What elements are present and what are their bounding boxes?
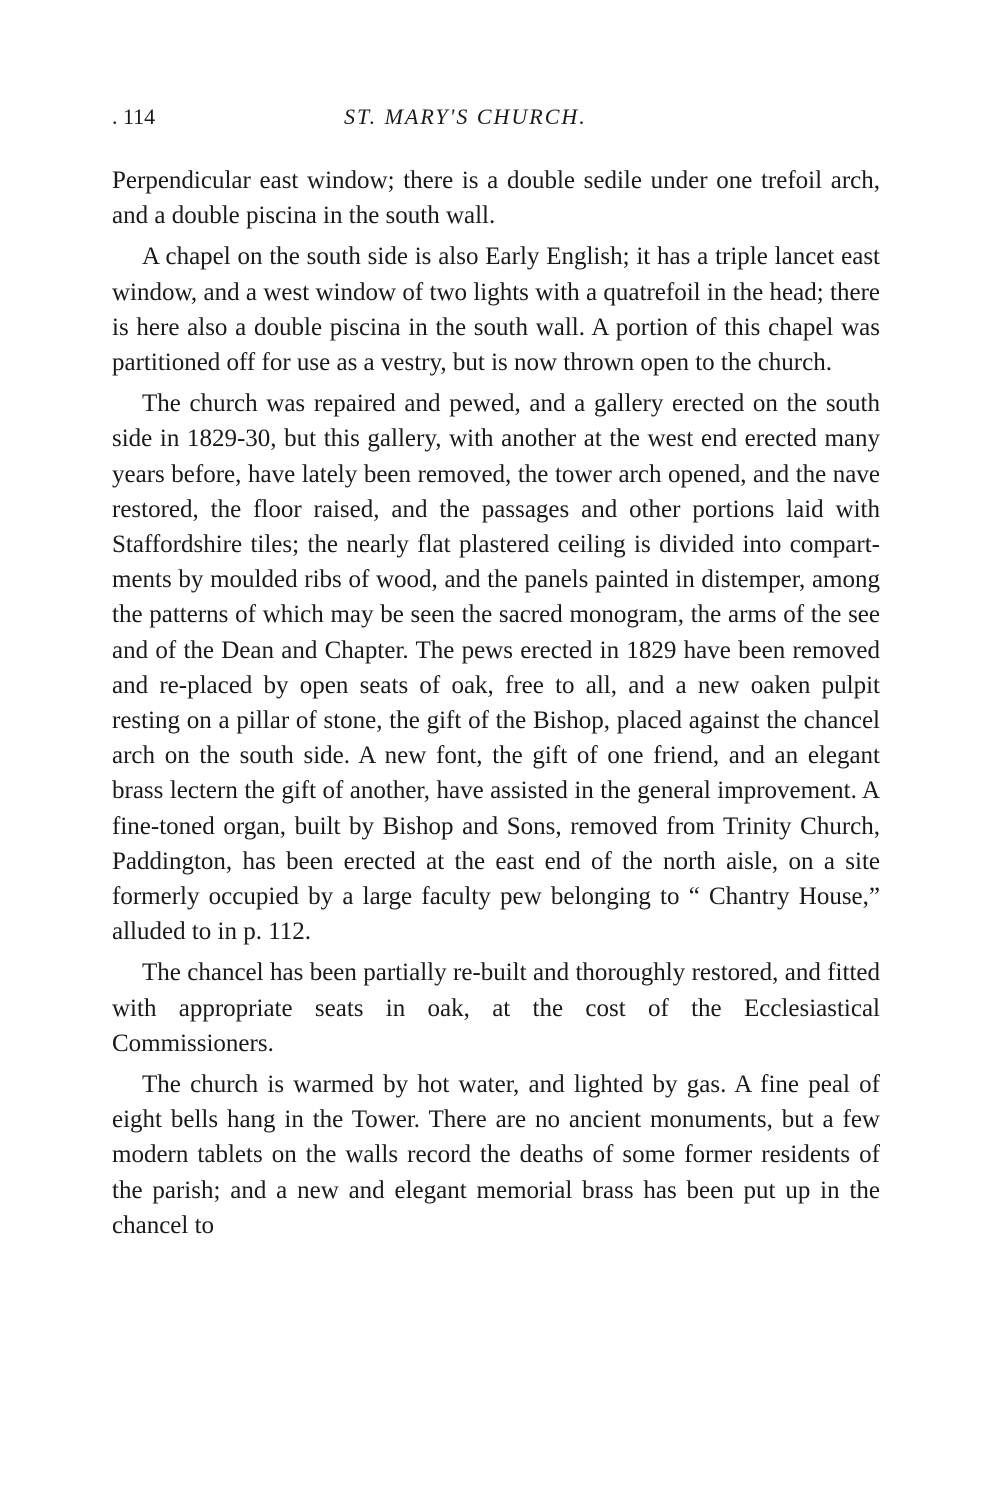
page-header bbox=[112, 104, 882, 138]
paragraph-south-chapel: A chapel on the south side is also Early English; it has a triple lancet east window, and a west window of two lights with a quatrefoil in the head; there is here also a double piscina in the south wall. A portion of this chapel was partitioned off for use as a vestry, but is now thrown open to the church. bbox=[112, 243, 880, 377]
paragraph-chancel: The chancel has been partially re-built and thoroughly restored, and fitted with appropriate seats in oak, at the cost of the Ecclesiastical Commissioners. bbox=[112, 959, 880, 1057]
page-number: . 114 bbox=[112, 104, 156, 129]
paragraph-church-repairs: The church was repaired and pewed, and a gallery erected on the south side in 1829-30, but this gallery, with another at the west end erected many years before, have lately been removed, the tower arch opened, and the nave restored, the floor raised, and the passages and other portions laid with Staffordshire tiles; the nearly flat plastered ceiling is divided into compartments by moulded ribs of wood, and the panels painted in distemper, among the patterns of which may be seen the sacred monogram, the arms of the see and of the Dean and Chapter. The pews erected in 1829 have been removed and re-placed by open seats of oak, free to all, and a new oaken pulpit resting on a pillar of stone, the gift of the Bishop, placed against the chancel arch on the south side. A new font, the gift of one friend, and an elegant brass lectern the gift of another, have assisted in the general improvement. A fine-toned organ, built by Bishop and Sons, removed from Trinity Church, Paddington, has been erected at the east end of the north aisle, on a site formerly occupied by a large faculty pew belonging to “ Chantry House,” alluded to in p. 112. bbox=[112, 390, 880, 946]
running-title: ST. MARY'S CHURCH. bbox=[344, 104, 587, 129]
paragraph-continuation: Perpendicular east window; there is a double sedile under one trefoil arch, and a double piscina in the south wall. bbox=[112, 167, 880, 230]
body-text bbox=[112, 163, 880, 1249]
paragraph-warming-bells: The church is warmed by hot water, and lighted by gas. A fine peal of eight bells hang in the Tower. There are no ancient monuments, but a few modern tablets on the walls record the deaths of some former residents of the parish; and a new and elegant memorial brass has been put up in the chancel to bbox=[112, 1071, 880, 1239]
